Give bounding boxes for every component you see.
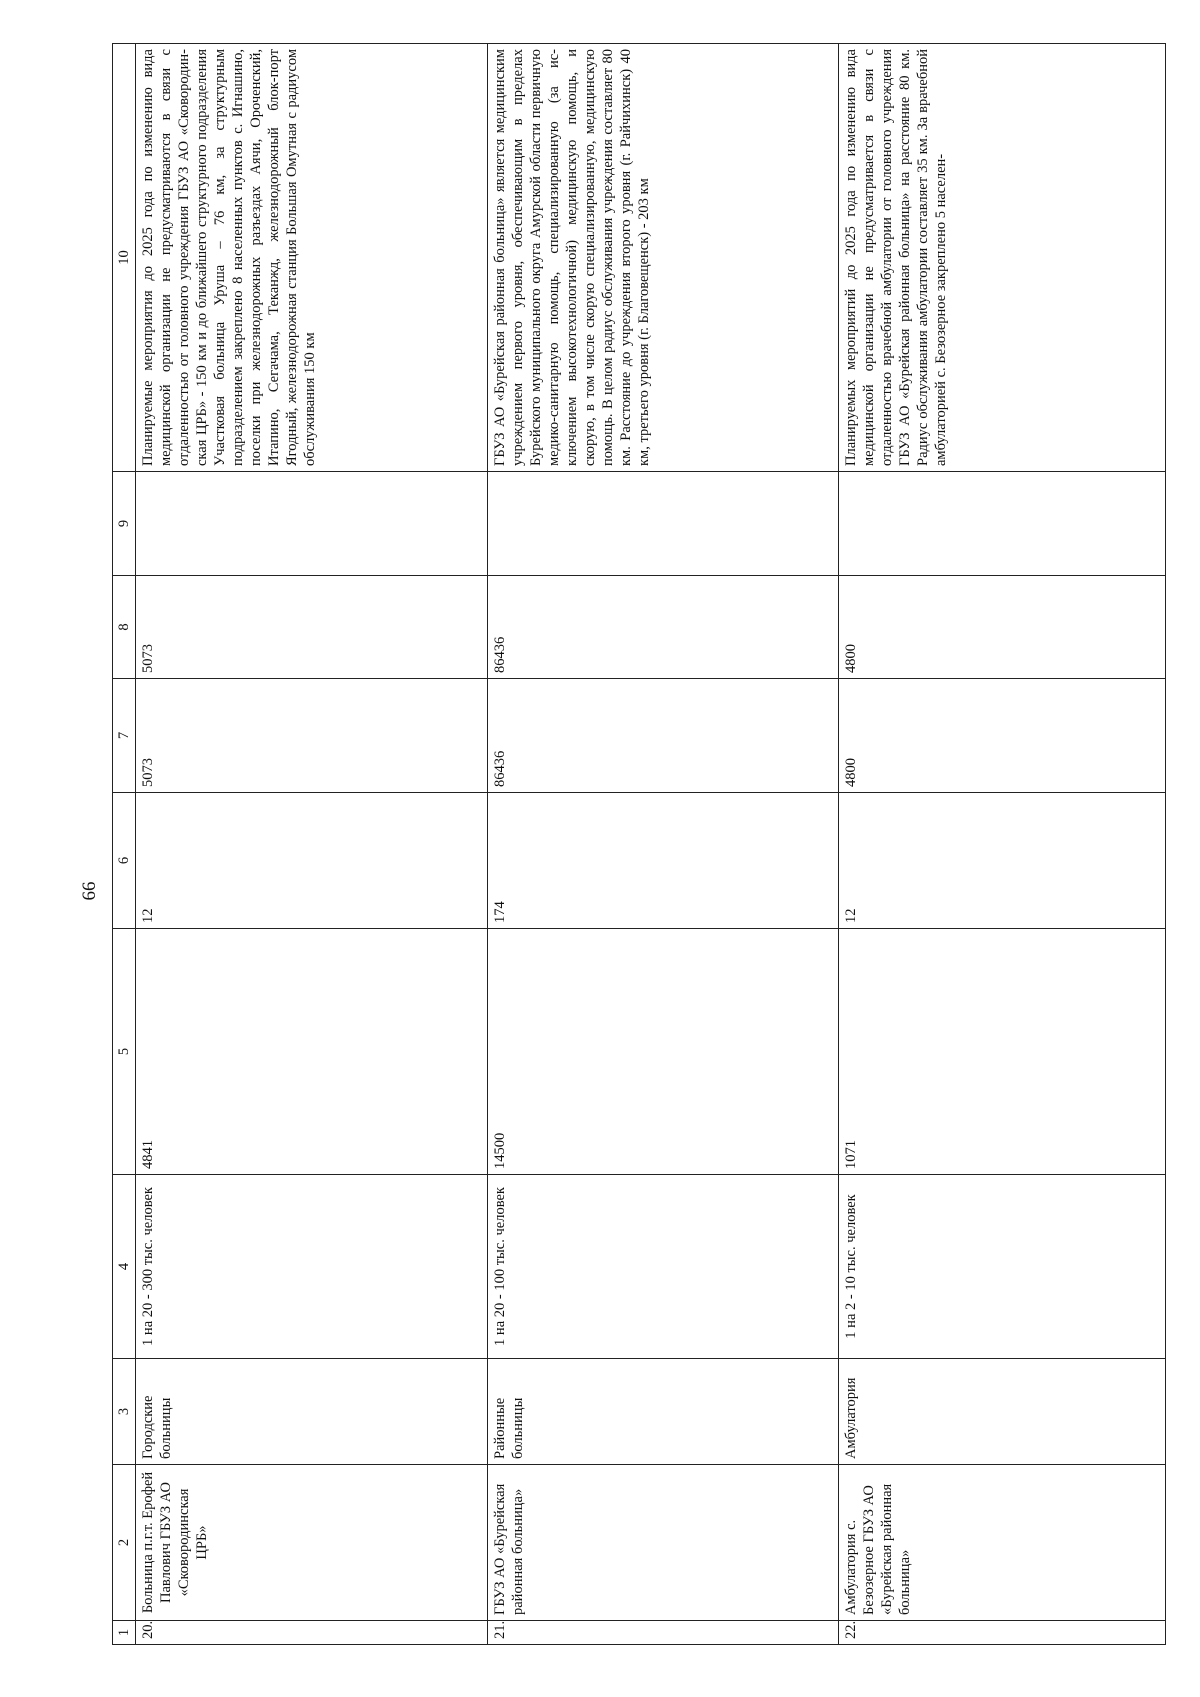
column-number: 5 [113,929,136,1175]
facility-type: Городские больницы [136,1359,488,1465]
column-6-value: 12 [839,793,1166,929]
column-6-value: 174 [488,793,839,929]
column-number: 1 [113,1621,136,1645]
column-number: 8 [113,576,136,679]
column-6-value: 12 [136,793,488,929]
column-8-value: 86436 [488,576,839,679]
table-row [136,44,488,1645]
table-row [488,44,839,1645]
table-row [839,44,1166,1645]
facility-type: Амбулатория [839,1359,1166,1465]
column-7-value: 5073 [136,679,488,793]
coverage-norm: 1 на 20 - 100 тыс. человек [488,1175,839,1359]
facilities-table [112,43,1166,1645]
column-number: 10 [113,44,136,472]
column-8-value: 5073 [136,576,488,679]
column-9-value [488,472,839,576]
column-9-value [136,472,488,576]
facility-name: Больница п.г.т. Ерофей Павлович ГБУЗ АО «Сковородинская ЦРБ» [136,1465,488,1621]
column-9-value [839,472,1166,576]
facility-name: Амбулатория с. Безозерное ГБУЗ АО «Бурейская районная больница» [839,1465,1166,1621]
column-number: 4 [113,1175,136,1359]
facility-name: ГБУЗ АО «Бурейская районная больница» [488,1465,839,1621]
row-number: 22. [839,1621,1166,1645]
row-number: 20. [136,1621,488,1645]
column-number: 6 [113,793,136,929]
column-number: 7 [113,679,136,793]
column-5-value: 1071 [839,929,1166,1175]
notes: ГБУЗ АО «Бурейская районная больница» является медицинским учреждением первого уровня, обеспечивающим в пределах Бурейского муниципального округа Амурской области первичную медико-санитарную помощь, специализированную (за исключением высокотехнологичной) медицинскую помощь, и скорую, в том числе скорую специализированную, медицинскую помощь. В целом радиус обслуживания учреждения составляет 80 км. Расстояние до учреждения второго уровня (г. Райчихинск) 40 км, третьего уровня (г. Благовещенск) - 203 км [488,44,839,472]
table-sheet [112,44,1149,1645]
column-8-value: 4800 [839,576,1166,679]
facility-type: Районные больницы [488,1359,839,1465]
notes: Планируемые мероприятия до 2025 года по изменению вида медицинской организации не предусматриваются в связи с отдаленностью от головного учреждения ГБУЗ АО «Сковородинская ЦРБ» - 150 км и до ближайшего структурного подразделения Участковая больница Уруша – 76 км, за структурным подразделением закреплено 8 населенных пунктов с. Игнашино, поселки при железнодорожных разъездах Аячи, Ороченский, Итапино, Сегачама, Теканжд, железнодорожный блок-порт Ягодный, железнодорожная станция Большая Омутная с радиусом обслуживания 150 км [136,44,488,472]
column-7-value: 4800 [839,679,1166,793]
row-number: 21. [488,1621,839,1645]
column-number: 2 [113,1465,136,1621]
column-5-value: 4841 [136,929,488,1175]
coverage-norm: 1 на 2 - 10 тыс. человек [839,1175,1166,1359]
column-number: 9 [113,472,136,576]
notes: Планируемых мероприятий до 2025 года по изменению вида медицинской организации не предусматривается в связи с отдаленностью врачебной амбулатории от головного учреждения ГБУЗ АО «Бурейская районная больница» на расстояние 80 км. Радиус обслуживания амбулатории составляет 35 км. За врачебной амбулаторией с. Безозерное закреплено 5 населен- [839,44,1166,472]
column-number-row [113,44,136,1645]
page-number: 66 [79,881,100,901]
coverage-norm: 1 на 20 - 300 тыс. человек [136,1175,488,1359]
column-7-value: 86436 [488,679,839,793]
column-number: 3 [113,1359,136,1465]
column-5-value: 14500 [488,929,839,1175]
